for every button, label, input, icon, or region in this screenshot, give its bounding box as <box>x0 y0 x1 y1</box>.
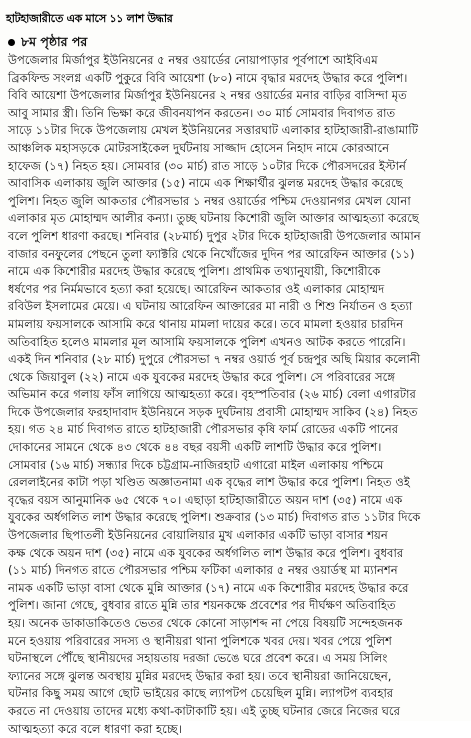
article-line: সাড়ে ১১টার দিকে উপজেলায় মেখল ইউনিয়নের সত্তারঘাট এলাকার হাটহাজারী-রাঙামাটি <box>8 123 419 138</box>
article-line: অভিমান করে গলায় ফাঁস লাগিয়ে আত্মহত্যা করে। বৃহস্পতিবার (২৬ মার্চ) বেলা এগারটার <box>8 387 416 402</box>
article-line: পুলিশ। নিহত জুলি আকতার পৌরসভার ১ নম্বর ওয়ার্ডের পশ্চিম দেওয়ানগর মেখল যোনা <box>8 193 411 208</box>
article-line: বাজার বনফুলের পেছনে তুলা ফ্যাক্টরি থেকে নিখোঁজের দুদিন পর আরেফিন আক্তার (১১) <box>8 246 415 261</box>
article-line: (১১ মার্চ) দিনগত রাতে পৌরসভার পশ্চিম ফটিকা এলাকার ৫ নম্বর ওয়ার্ডস্থ মা ম্যানশন <box>8 563 398 578</box>
article-line: মামলায় ফয়সালকে আসামি করে থানায় মামলা দায়ের করে। তবে মামলা হওয়ার চারদিন <box>8 316 404 331</box>
article-line: হাফেজ (১৭) নিহত হয়। সোমবার (৩০ মার্চ) রাত সাড়ে ১০টার দিকে পৌরসদরের ইস্টার্ন <box>8 158 406 173</box>
article-body <box>0 51 471 738</box>
article-line: কক্ষ থেকে অয়ন দাশ (৩৫) নামে এক যুবকের অর্ধগলিত লাশ উদ্ধার করে পুলিশ। বুধবার <box>8 545 404 560</box>
article-line: ধর্ষণের পর নির্মমভাবে হত্যা করা হয়েছে। আরেফিন আকতার ওই এলাকার মোহাম্মদ <box>8 281 385 296</box>
continued-from-line <box>0 33 471 51</box>
article-line: বিবি আয়েশা উপজেলার মির্জাপুর ইউনিয়নের ২ নম্বর ওয়ার্ডের মনার বাড়ির বাসিন্দা মৃত <box>8 88 407 103</box>
article-line: উপজেলার ছিপাতলী ইউনিয়নের বোয়ালিয়ার মুখ এলাকার একটি ভাড়া বাসার শয়ন <box>8 528 388 543</box>
article-line: ব্রিকফিল্ড সংলগ্ন একটি পুকুরে বিবি আয়েশা (৮০) নামে বৃদ্ধার মরদেহ উদ্ধার করে পুলিশ। <box>8 70 408 85</box>
article-line: সোমবার (১৬ মার্চ) সন্ধ্যার দিকে চট্টগ্রাম-নাজিরহাট এগারো মাইল এলাকায় পশ্চিমে <box>8 457 384 472</box>
article-line: আত্মহত্যা করে বলে ধারণা করা হচ্ছে। <box>8 721 182 736</box>
article-line: অতিবাহিত হলেও মামলার মূল আসামি ফয়সালকে পুলিশ এখনও আটক করতে পারেনি। <box>8 334 406 349</box>
article-line: আবু সামার স্ত্রী। তিনি ভিক্ষা করে জীবনযাপন করতেন। ৩০ মার্চ সোমবার দিবাগত রাত <box>8 105 396 120</box>
article-line: এলাকার মৃত মোহাম্মদ আলীর কন্যা। তুচ্ছ ঘটনায় কিশোরী জুলি আক্তার আত্মহত্যা করেছে <box>8 211 419 226</box>
article-line: নামে এক কিশোরীর মরদেহ উদ্ধার করেছে পুলিশ। প্রাথমিক তথ্যানুযায়ী, কিশোরীকে <box>8 264 381 279</box>
article-line: যুবকের অর্ধগলিত লাশ উদ্ধার করেছে পুলিশ। শুক্রবার (১৩ মার্চ) দিবাগত রাত ১১টার দিকে <box>8 510 421 525</box>
article-line: আবাসিক এলাকায় জুলি আক্তার (১৫) নামে এক শিক্ষার্থীর ঝুলন্ত মরদেহ উদ্ধার করেছে <box>8 176 403 191</box>
article-line: করতে না দেওয়ায় তাদের মধ্যে কথা-কাটাকাটি হয়। এই তুচ্ছ ঘটনার জেরে নিজের ঘরে <box>8 703 400 718</box>
bullet-icon <box>8 39 15 46</box>
article-line: নামক একটি ভাড়া বাসা থেকে মুন্নি আক্তার (১৭) নামে এক কিশোরীর মরদেহ উদ্ধার করে <box>8 580 409 595</box>
article-line: উপজেলার মির্জাপুর ইউনিয়নের ৫ নম্বর ওয়ার্ডের নোয়াপাড়ার পূর্বপাশে আইবিএম <box>8 53 378 67</box>
article-line: রেললাইনের কাটা পড়া খণ্ডিত অজ্ঞাতনামা এক বৃদ্ধের লাশ উদ্ধার করে পুলিশ। নিহত ওই <box>8 475 410 490</box>
headline: হাটহাজারীতে এক মাসে ১১ লাশ উদ্ধার <box>6 12 173 25</box>
article-line: হয়। গত ২৪ মার্চ দিবাগত রাতে হাটহাজারী পৌরসভার কৃষি ফার্ম রোডের একটি পানের <box>8 422 399 437</box>
article-line: আঞ্চলিক মহাসড়কে মোটরসাইকেল দুর্ঘটনায় সাজ্জাদ হোসেন নিহাদ নামে কোরআনে <box>8 140 389 155</box>
article-line: ঘটনাস্থলে পৌঁছে স্থানীয়দের সহায়তায় দরজা ভেঙে ঘরে প্রবেশ করে। এ সময় সিলিং <box>8 651 388 666</box>
article-line: দোকানের সামনে থেকে ৪৩ থেকে ৪৪ বছর বয়সী একটি লাশটি উদ্ধার করে পুলিশ। <box>8 440 382 455</box>
article-line: রবিউল ইসলামের মেয়ে। এ ঘটনায় আরেফিন আক্তারের মা নারী ও শিশু নির্যাতন ও হত্যা <box>8 299 413 314</box>
article-line: মনে হওয়ায় পরিবারের সদস্য ও স্থানীয়রা থানা পুলিশকে খবর দেয়। খবর পেয়ে পুলিশ <box>8 633 392 648</box>
article-line: পুলিশ। জানা গেছে, বুধবার রাতে মুন্নি তার শয়নকক্ষে প্রবেশের পর দীর্ঘক্ষণ অতিবাহিত <box>8 598 396 613</box>
article-line: বৃদ্ধের বয়স আনুমানিক ৬৫ থেকে ৭০। এছাড়া হাটহাজারীতে অয়ন দাশ (৩৫) নামে এক <box>8 492 403 507</box>
article-line: হয়। অনেক ডাকাডাকিতেও ভেতর থেকে কোনো সাড়াশব্দ না পেয়ে বিষয়টি সন্দেহজনক <box>8 616 403 630</box>
article-line: ঘটনার কিছু সময় আগে ছোট ভাইয়ের কাছে ল্যাপটপ চেয়েছিল মুন্নি। ল্যাপটপ ব্যবহার <box>8 686 394 701</box>
article-line: বলে পুলিশ ধারণা করছে। শনিবার (২৮মার্চ) দুপুর ২টার দিকে হাটহাজারী উপজেলার আমান <box>8 228 421 243</box>
article-line: দিকে উপজেলার ফরহাদাবাদ ইউনিয়নে সড়ক দুর্ঘটনায় প্রবাসী মোহাম্মদ সাকিব (২৪) নিহত <box>8 404 418 419</box>
continued-from-label: ৮ম পৃষ্ঠার পর <box>21 34 88 49</box>
article-line: একই দিন শনিবার (২৮ মার্চ) দুপুরে পৌরসভা ৭ নম্বর ওয়ার্ড পূর্ব চন্দ্রপুর অছি মিয়ার কলোনী <box>8 352 421 367</box>
article-line: ফ্যানের সঙ্গে ঝুলন্ত অবস্থায় মুন্নির মরদেহ উদ্ধার করা হয়। তবে স্থানীয়রা জানিয়েছেন, <box>8 668 392 683</box>
article-line: থেকে জিয়াবুল (২২) নামে এক যুবকের মরদেহ উদ্ধার করে পুলিশ। সে পরিবারের সঙ্গে <box>8 369 395 384</box>
